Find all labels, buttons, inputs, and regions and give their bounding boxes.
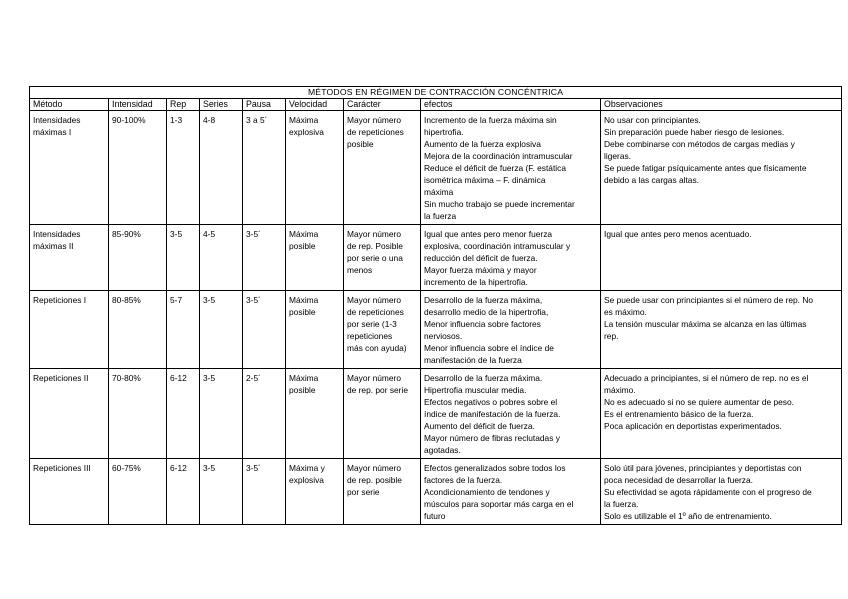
cell-intensidad: 90-100% xyxy=(109,111,167,225)
cell-caracter xyxy=(344,459,421,525)
cell-line: manifestación de la fuerza xyxy=(424,355,522,365)
cell-series: 4-5 xyxy=(200,225,243,291)
table-body xyxy=(30,111,842,525)
cell-line: Acondicionamiento de tendones y xyxy=(424,487,550,497)
cell-pausa: 2-5´ xyxy=(243,369,286,459)
cell-line: explosiva xyxy=(289,475,324,485)
cell-caracter xyxy=(344,111,421,225)
cell-velocidad xyxy=(286,225,344,291)
cell-line: posible xyxy=(347,139,374,149)
cell-intensidad: 60-75% xyxy=(109,459,167,525)
cell-line: Desarrollo de la fuerza máxima. xyxy=(424,373,543,383)
cell-line: músculos para soportar más carga en el xyxy=(424,499,574,509)
methods-table xyxy=(29,86,842,525)
cell-line: hipertrofia. xyxy=(424,127,464,137)
header-pausa: Pausa xyxy=(243,99,286,111)
cell-efectos xyxy=(421,111,601,225)
cell-line: Mayor número xyxy=(347,373,401,383)
table-row xyxy=(30,459,842,525)
cell-rep: 5-7 xyxy=(167,291,200,369)
cell-velocidad xyxy=(286,111,344,225)
cell-line: Mayor número xyxy=(347,463,401,473)
cell-line: Se puede fatigar psíquicamente antes que físicamente xyxy=(604,163,807,173)
cell-line: máximas I xyxy=(33,127,72,137)
cell-efectos xyxy=(421,225,601,291)
cell-line: agotadas. xyxy=(424,445,461,455)
cell-line: explosiva, coordinación intramuscular y xyxy=(424,241,571,251)
cell-observaciones xyxy=(601,459,842,525)
cell-line: Máxima xyxy=(289,115,319,125)
cell-line: nerviosos. xyxy=(424,331,463,341)
cell-line: Efectos generalizados sobre todos los xyxy=(424,463,566,473)
cell-line: de rep. posible xyxy=(347,475,402,485)
cell-line: menos xyxy=(347,265,373,275)
cell-observaciones xyxy=(601,369,842,459)
cell-line: Adecuado a principiantes, si el número de rep. no es el xyxy=(604,373,809,383)
table-title: MÉTODOS EN RÉGIMEN DE CONTRACCIÓN CONCÉNTRICA xyxy=(30,87,842,99)
cell-line: Incremento de la fuerza máxima sin xyxy=(424,115,557,125)
cell-metodo xyxy=(30,111,109,225)
cell-line: Mayor número de fibras reclutadas y xyxy=(424,433,560,443)
cell-line: de rep. por serie xyxy=(347,385,408,395)
cell-line: Igual que antes pero menor fuerza xyxy=(424,229,553,239)
cell-line: la fuerza xyxy=(424,211,457,221)
cell-metodo xyxy=(30,369,109,459)
cell-line: por serie (1-3 xyxy=(347,319,397,329)
cell-series: 3-5 xyxy=(200,291,243,369)
cell-line: desarrollo medio de la hipertrofia, xyxy=(424,307,549,317)
cell-line: incremento de la hipertrofia. xyxy=(424,277,528,287)
cell-line: Debe combinarse con métodos de cargas medias y xyxy=(604,139,795,149)
cell-line: de repeticiones xyxy=(347,127,404,137)
cell-line: debido a las cargas altas. xyxy=(604,175,699,185)
cell-line: es máximo. xyxy=(604,307,647,317)
cell-line: máximo. xyxy=(604,385,636,395)
header-velocidad: Velocidad xyxy=(286,99,344,111)
cell-line: Se puede usar con principiantes si el número de rep. No xyxy=(604,295,814,305)
cell-line: posible xyxy=(289,307,316,317)
header-metodo: Método xyxy=(30,99,109,111)
cell-line: Solo es utilizable el 1º año de entrenamiento. xyxy=(604,511,772,521)
cell-line: Sin preparación puede haber riesgo de lesiones. xyxy=(604,127,785,137)
cell-line: más con ayuda) xyxy=(347,343,407,353)
cell-line: explosiva xyxy=(289,127,324,137)
cell-line: reducción del déficit de fuerza. xyxy=(424,253,538,263)
cell-pausa: 3-5´ xyxy=(243,459,286,525)
cell-line: Máxima y xyxy=(289,463,325,473)
cell-line: factores de la fuerza. xyxy=(424,475,503,485)
cell-efectos xyxy=(421,369,601,459)
cell-series: 4-8 xyxy=(200,111,243,225)
cell-rep: 6-12 xyxy=(167,369,200,459)
cell-line: Solo útil para jóvenes, principiantes y deportistas con xyxy=(604,463,802,473)
cell-pausa: 3-5´ xyxy=(243,225,286,291)
cell-velocidad xyxy=(286,291,344,369)
cell-line: Su efectividad se agota rápidamente con el progreso de xyxy=(604,487,812,497)
cell-line: Mayor número xyxy=(347,229,401,239)
table-row xyxy=(30,225,842,291)
cell-line: Sin mucho trabajo se puede incrementar xyxy=(424,199,575,209)
cell-line: Igual que antes pero menos acentuado. xyxy=(604,229,752,239)
cell-pausa: 3 a 5´ xyxy=(243,111,286,225)
cell-caracter xyxy=(344,225,421,291)
cell-line: repeticiones xyxy=(347,331,393,341)
cell-observaciones xyxy=(601,291,842,369)
cell-line: máxima xyxy=(424,187,454,197)
cell-line: Repeticiones III xyxy=(33,463,91,473)
cell-efectos xyxy=(421,291,601,369)
cell-line: de repeticiones xyxy=(347,307,404,317)
cell-metodo xyxy=(30,225,109,291)
header-efectos: efectos xyxy=(421,99,601,111)
header-row xyxy=(30,99,842,111)
cell-line: posible xyxy=(289,241,316,251)
cell-line: Aumento del déficit de fuerza. xyxy=(424,421,535,431)
cell-observaciones xyxy=(601,225,842,291)
cell-line: No es adecuado si no se quiere aumentar de peso. xyxy=(604,397,794,407)
cell-line: Mayor fuerza máxima y mayor xyxy=(424,265,537,275)
cell-line: posible xyxy=(289,385,316,395)
cell-intensidad: 80-85% xyxy=(109,291,167,369)
table-row xyxy=(30,369,842,459)
cell-line: poca necesidad de desarrollar la fuerza. xyxy=(604,475,753,485)
cell-series: 3-5 xyxy=(200,459,243,525)
cell-line: rep. xyxy=(604,331,619,341)
cell-line: Efectos negativos o pobres sobre el xyxy=(424,397,558,407)
cell-line: Mayor número xyxy=(347,295,401,305)
cell-efectos xyxy=(421,459,601,525)
cell-line: la fuerza. xyxy=(604,499,639,509)
header-series: Series xyxy=(200,99,243,111)
cell-caracter xyxy=(344,291,421,369)
table-row xyxy=(30,291,842,369)
header-caracter: Carácter xyxy=(344,99,421,111)
cell-line: Es el entrenamiento básico de la fuerza. xyxy=(604,409,754,419)
cell-line: de rep. Posible xyxy=(347,241,403,251)
cell-line: Mayor número xyxy=(347,115,401,125)
cell-line: No usar con principiantes. xyxy=(604,115,701,125)
cell-line: Máxima xyxy=(289,373,319,383)
header-rep: Rep xyxy=(167,99,200,111)
cell-line: Mejora de la coordinación intramuscular xyxy=(424,151,573,161)
cell-series: 3-5 xyxy=(200,369,243,459)
cell-line: ligeras. xyxy=(604,151,631,161)
cell-metodo xyxy=(30,459,109,525)
cell-line: futuro xyxy=(424,511,446,521)
cell-line: Máxima xyxy=(289,229,319,239)
header-intensidad: Intensidad xyxy=(109,99,167,111)
cell-line: Reduce el déficit de fuerza (F. estática xyxy=(424,163,566,173)
cell-rep: 3-5 xyxy=(167,225,200,291)
cell-line: Menor influencia sobre factores xyxy=(424,319,541,329)
table-row xyxy=(30,111,842,225)
cell-line: índice de manifestación de la fuerza. xyxy=(424,409,561,419)
cell-caracter xyxy=(344,369,421,459)
cell-rep: 1-3 xyxy=(167,111,200,225)
cell-intensidad: 85-90% xyxy=(109,225,167,291)
cell-line: máximas II xyxy=(33,241,74,251)
cell-line: Desarrollo de la fuerza máxima, xyxy=(424,295,543,305)
header-observaciones: Observaciones xyxy=(601,99,842,111)
cell-velocidad xyxy=(286,369,344,459)
cell-line: Repeticiones II xyxy=(33,373,89,383)
cell-metodo xyxy=(30,291,109,369)
cell-line: Aumento de la fuerza explosiva xyxy=(424,139,541,149)
cell-line: por serie xyxy=(347,487,380,497)
cell-line: Intensidades xyxy=(33,229,81,239)
cell-line: por serie o una xyxy=(347,253,403,263)
cell-line: Hipertrofia muscular media. xyxy=(424,385,527,395)
cell-pausa: 3-5´ xyxy=(243,291,286,369)
cell-observaciones xyxy=(601,111,842,225)
cell-line: isométrica máxima – F. dinámica xyxy=(424,175,546,185)
cell-line: La tensión muscular máxima se alcanza en las últimas xyxy=(604,319,807,329)
cell-line: Máxima xyxy=(289,295,319,305)
cell-rep: 6-12 xyxy=(167,459,200,525)
cell-line: Poca aplicación en deportistas experimentados. xyxy=(604,421,782,431)
cell-line: Menor influencia sobre el índice de xyxy=(424,343,554,353)
cell-line: Repeticiones I xyxy=(33,295,87,305)
cell-velocidad xyxy=(286,459,344,525)
cell-line: Intensidades xyxy=(33,115,81,125)
cell-intensidad: 70-80% xyxy=(109,369,167,459)
